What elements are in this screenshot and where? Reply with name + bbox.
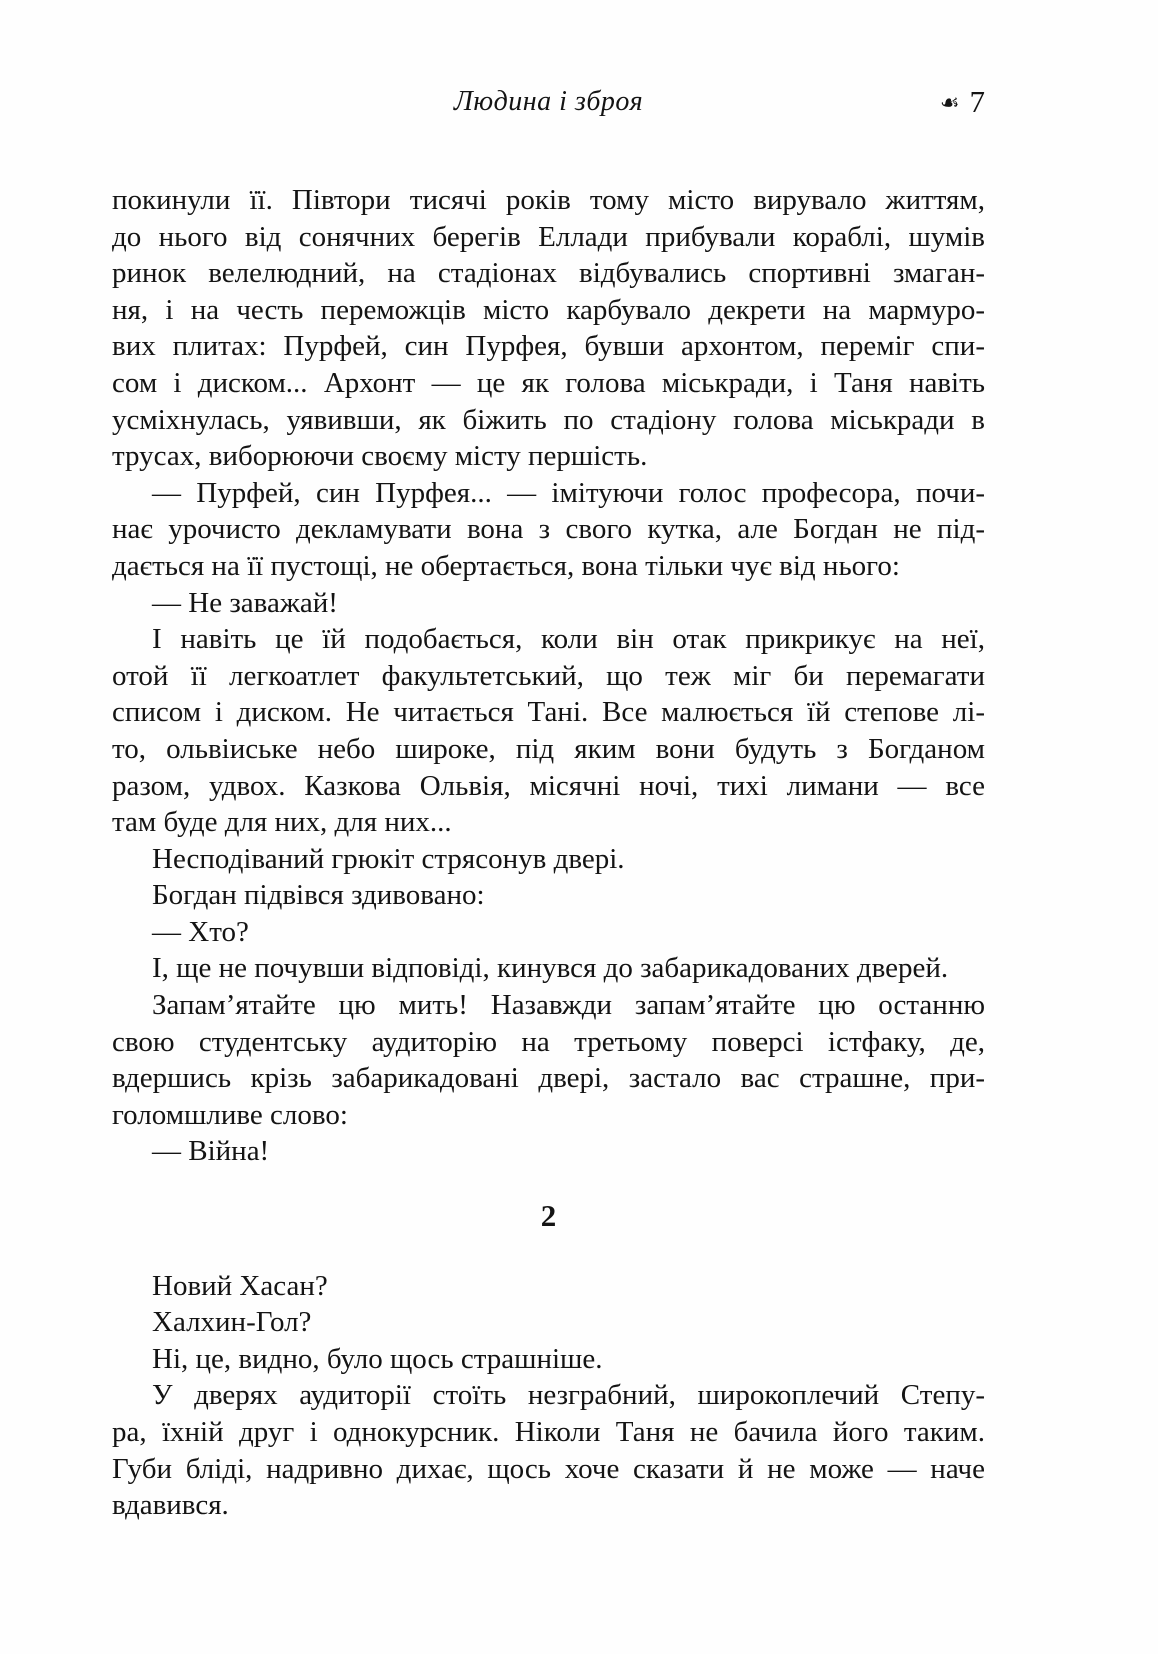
text-line: — Пурфей, син Пурфея... — імітуючи голос професора, почи- bbox=[152, 476, 985, 509]
text-line: дається на її пустощі, не обертається, вона тільки чує від нього: bbox=[112, 549, 900, 582]
text-line: ринок велелюдний, на стадіонах відбувались спортивні змаган- bbox=[112, 257, 985, 290]
text-line: У дверях аудиторії стоїть незграбний, широкоплечий Степу- bbox=[152, 1379, 985, 1412]
text-line: усміхнулась, уявивши, як біжить по стадіону голова міськради в bbox=[112, 403, 985, 436]
fleuron-ornament-icon: ☙ bbox=[939, 91, 960, 116]
text-line: І, ще не почувши відповіді, кинувся до забарикадованих дверей. bbox=[152, 952, 949, 985]
text-line: — Хто? bbox=[152, 915, 249, 948]
text-line: свою студентську аудиторію на третьому поверсі істфаку, де, bbox=[112, 1025, 985, 1058]
text-line: Новий Хасан? bbox=[152, 1269, 328, 1302]
text-line: Халхин-Гол? bbox=[152, 1306, 312, 1339]
text-line: разом, удвох. Казкова Ольвія, місячні ночі, тихі лимани — все bbox=[112, 769, 985, 802]
text-line: вдавився. bbox=[112, 1489, 229, 1522]
page-header bbox=[112, 84, 985, 120]
text-line: вих плитах: Пурфей, син Пурфея, бувши архонтом, переміг спи- bbox=[112, 330, 985, 363]
text-line: голомшливе слово: bbox=[112, 1098, 348, 1131]
text-line: там буде для них, для них... bbox=[112, 806, 452, 839]
page-body bbox=[112, 182, 985, 1524]
text-line: Ні, це, видно, було щось страшніше. bbox=[152, 1342, 603, 1375]
text-line: — Війна! bbox=[152, 1135, 270, 1168]
text-line: Запам’ятайте цю мить! Назавжди запам’ятайте цю останню bbox=[152, 989, 985, 1022]
text-line: Губи бліді, надривно дихає, щось хоче сказати й не може — наче bbox=[112, 1452, 985, 1485]
text-line: сом і диском... Архонт — це як голова міськради, і Таня навіть bbox=[112, 366, 985, 399]
text-line: Несподіваний грюкіт стрясонув двері. bbox=[152, 842, 625, 875]
text-line: то, ольвіиське небо широке, під яким вони будуть з Богданом bbox=[112, 732, 985, 765]
running-title: Людина і зброя bbox=[453, 86, 644, 117]
text-line: вдершись крізь забарикадовані двері, застало вас страшне, при- bbox=[112, 1062, 985, 1095]
text-line: І навіть це їй подобається, коли він отак прикрикує на неї, bbox=[152, 623, 985, 656]
text-line: — Не заважай! bbox=[152, 586, 338, 619]
text-line: списом і диском. Не читається Тані. Все малюється їй степове лі- bbox=[112, 696, 985, 729]
text-line: трусах, виборюючи своєму місту першість. bbox=[112, 440, 648, 473]
text-line: отой її легкоатлет факультетський, що теж міг би перемагати bbox=[112, 659, 985, 692]
section-number: 2 bbox=[540, 1198, 557, 1234]
text-line: ня, і на честь переможців місто карбувало декрети на мармуро- bbox=[112, 293, 985, 326]
text-line: ра, їхній друг і однокурсник. Ніколи Таня не бачила його таким. bbox=[112, 1416, 985, 1448]
text-line: нає урочисто декламувати вона з свого кутка, але Богдан не під- bbox=[112, 513, 985, 546]
text-line: покинули її. Півтори тисячі років тому місто вирувало життям, bbox=[112, 184, 985, 216]
page-number: 7 bbox=[969, 84, 985, 119]
folio bbox=[940, 84, 985, 120]
text-line: до нього від сонячних берегів Еллади прибували кораблі, шумів bbox=[112, 220, 985, 253]
text-line: Богдан підвівся здивовано: bbox=[152, 879, 485, 912]
